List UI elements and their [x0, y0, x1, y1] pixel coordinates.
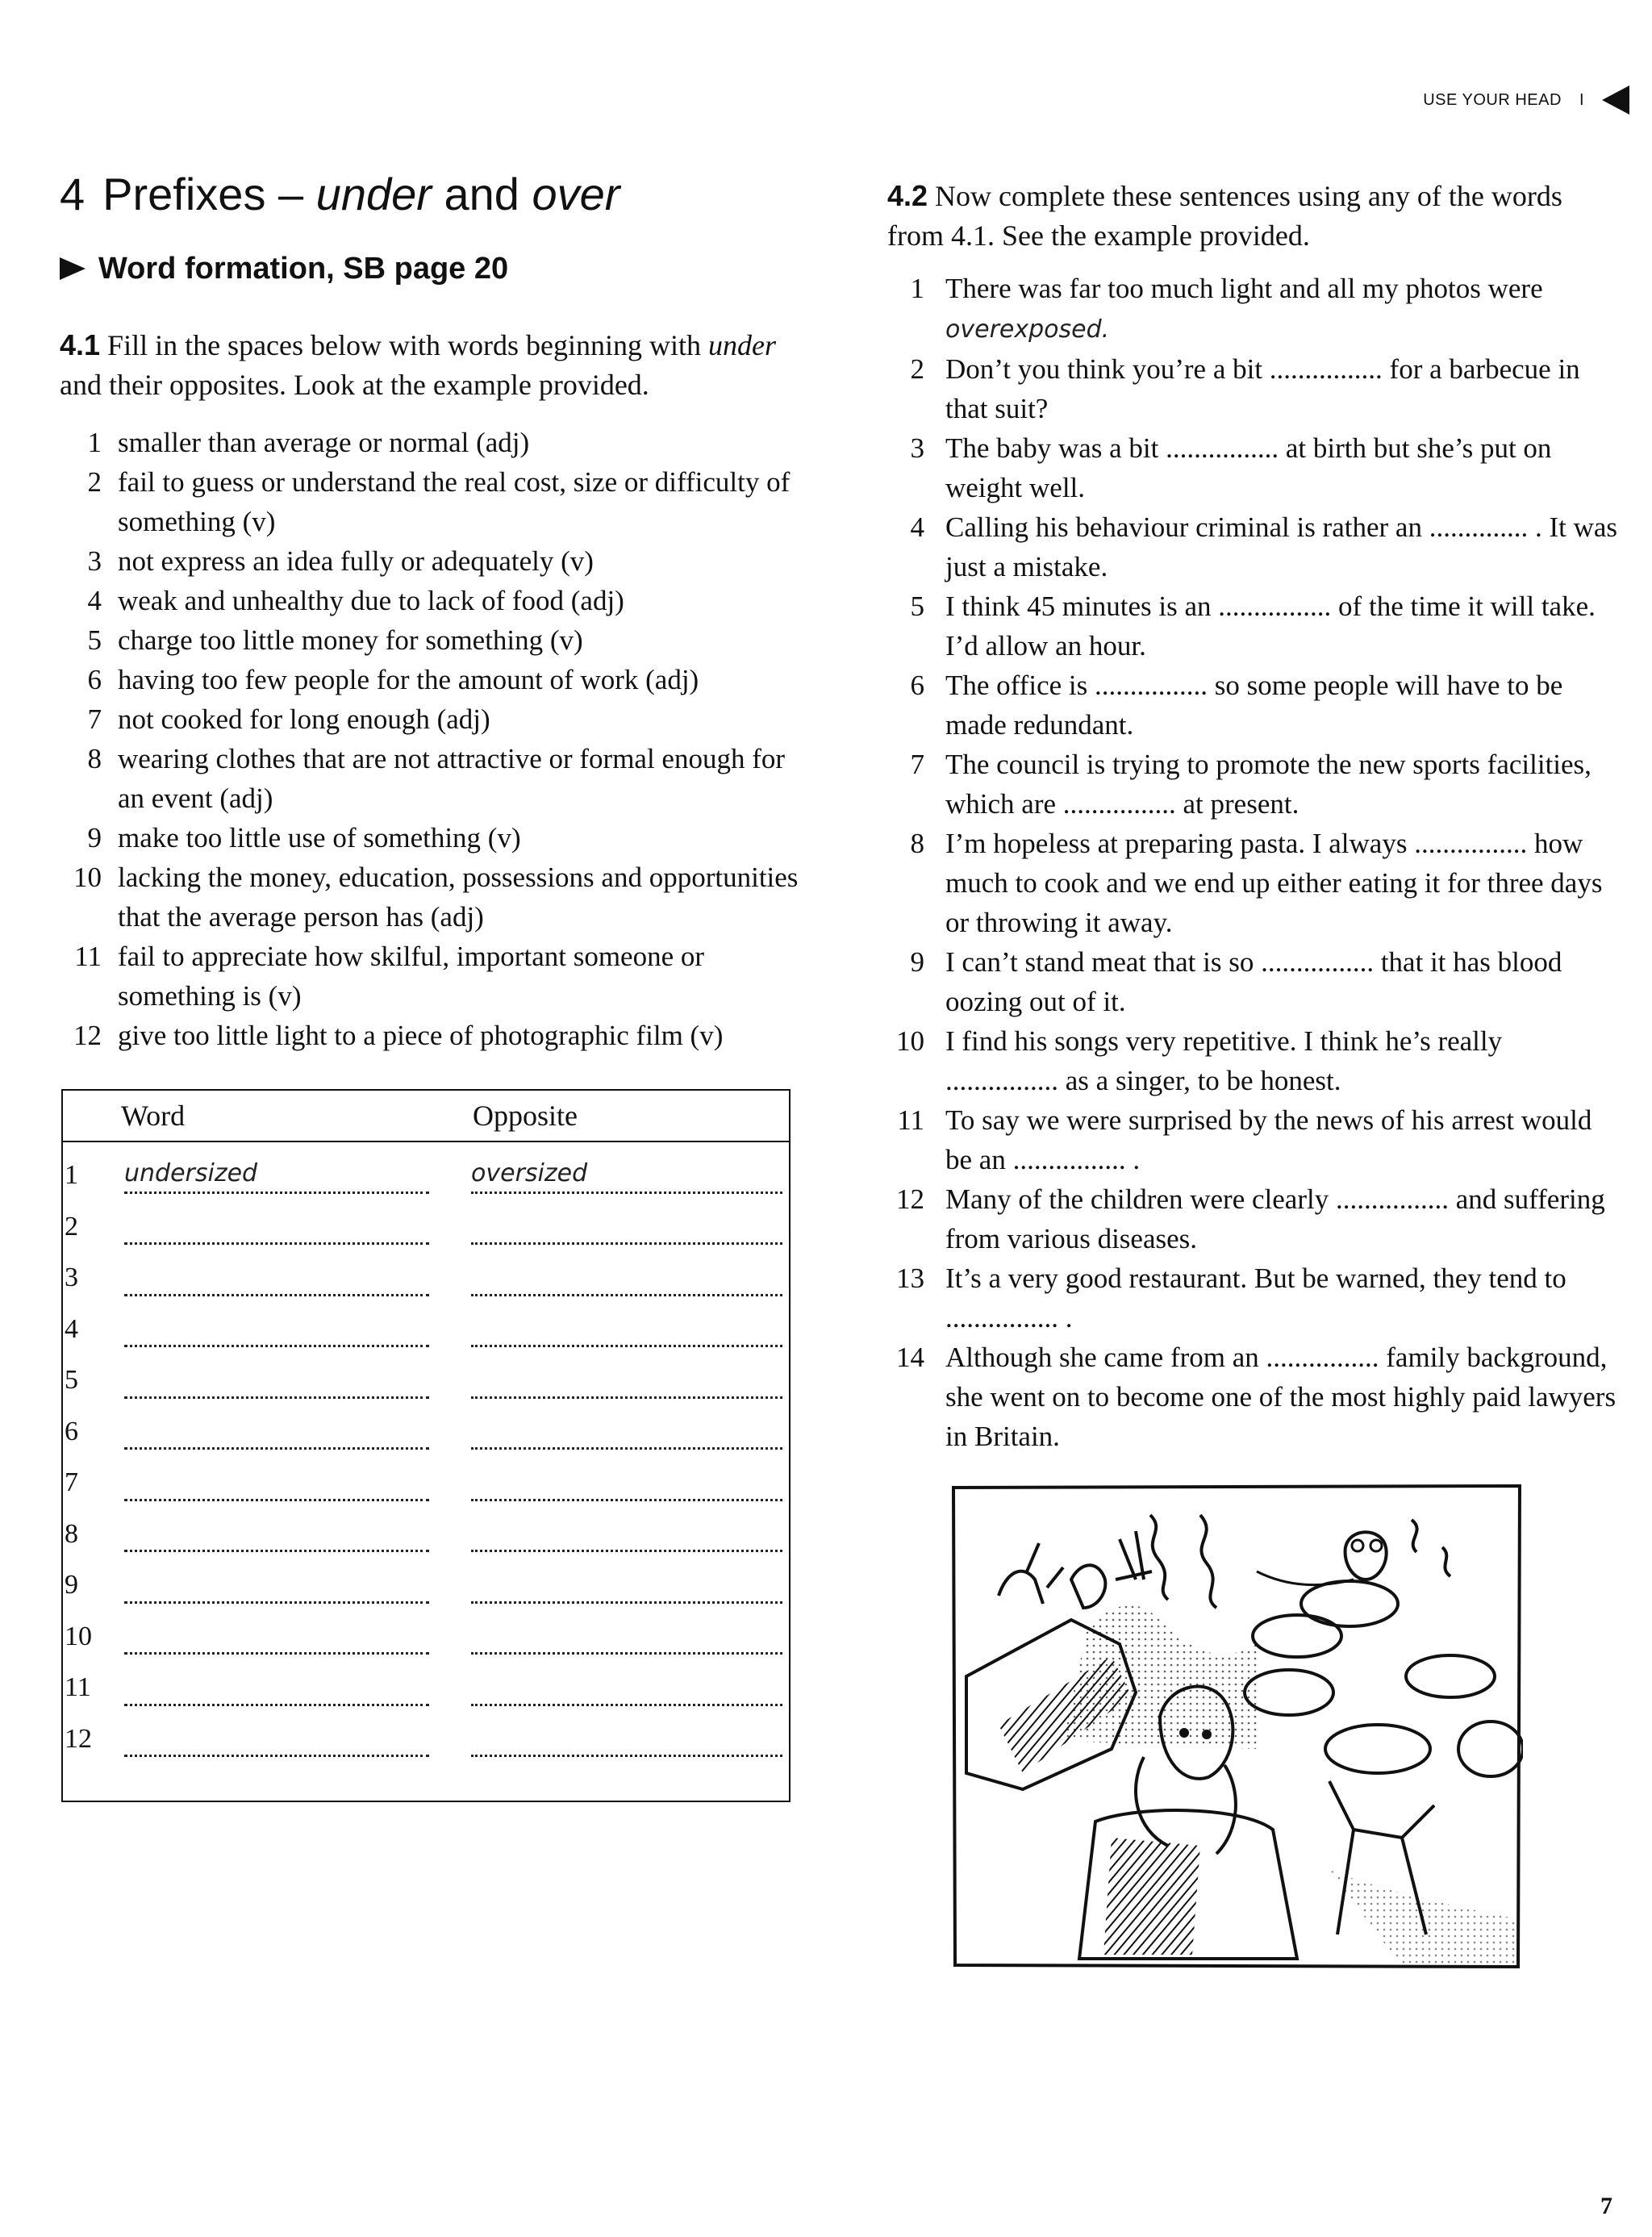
instruction-italic: under: [707, 328, 776, 361]
table-row: [63, 1303, 789, 1354]
opposite-answer-field[interactable]: [471, 1722, 782, 1757]
list-item: [60, 620, 802, 660]
word-answer-field[interactable]: [124, 1517, 429, 1552]
item-text: Calling his behaviour criminal is rather an .............. . It was just a mistake.: [945, 511, 1618, 582]
table-row: [63, 1405, 789, 1457]
word-answer-field[interactable]: [124, 1415, 429, 1450]
item-text: To say we were surprised by the news of his arrest would be an ................ .: [945, 1104, 1592, 1175]
list-item: [887, 428, 1621, 507]
item-number: 10: [73, 861, 102, 893]
list-item: [60, 660, 802, 699]
item-text: The council is trying to promote the new sports facilities, which are ................ at present.: [945, 749, 1592, 820]
row-number: 7: [65, 1467, 78, 1497]
item-text: I’m hopeless at preparing pasta. I always ................ how much to cook and we end up either eating it for three days or throwing it away.: [945, 828, 1603, 938]
list-item: [887, 1338, 1621, 1456]
item-text: not cooked for long enough (adj): [118, 703, 490, 735]
list-item: [60, 1016, 802, 1055]
instruction-text: Now complete these sentences using any of the words from 4.1. See the example provided.: [887, 180, 1562, 252]
unit-title: [60, 169, 802, 219]
word-answer-field[interactable]: undersized: [124, 1159, 429, 1194]
table-row: [63, 1200, 789, 1252]
list-item: [60, 739, 802, 818]
instruction-text-2: and their opposites. Look at the example provided.: [60, 368, 649, 401]
word-answer-field[interactable]: [124, 1569, 429, 1604]
opposite-answer-field[interactable]: [471, 1517, 782, 1552]
item-text: Although she came from an ................ family background, she went on to become one of the most highly paid lawyers in Britain.: [945, 1342, 1617, 1452]
restaurant-cartoon-illustration: [950, 1483, 1523, 1970]
item-number: 9: [87, 821, 102, 853]
opposite-answer-field[interactable]: [471, 1210, 782, 1245]
row-number: 10: [65, 1621, 92, 1651]
right-column: [887, 176, 1621, 1456]
item-text: not express an idea fully or adequately (v): [118, 545, 594, 577]
item-number: 9: [910, 946, 924, 978]
item-text: Don’t you think you’re a bit ................ for a barbecue in that suit?: [945, 353, 1580, 424]
list-item: [887, 1100, 1621, 1179]
list-item: [60, 423, 802, 462]
item-number: 6: [87, 663, 102, 695]
row-number: 3: [65, 1262, 78, 1292]
list-item: [60, 937, 802, 1016]
item-text: There was far too much light and all my photos were: [945, 273, 1543, 304]
left-column: [60, 169, 802, 1055]
item-text: I can’t stand meat that is so ................ that it has blood oozing out of it.: [945, 946, 1562, 1017]
list-item: [887, 586, 1621, 666]
item-number: 6: [910, 670, 924, 701]
unit-title-plain: Prefixes –: [102, 169, 304, 219]
list-item: [60, 858, 802, 937]
opposite-answer-field[interactable]: [471, 1620, 782, 1655]
item-number: 2: [910, 353, 924, 385]
exercise-4-1-instruction: [60, 325, 802, 405]
item-number: 14: [896, 1342, 924, 1373]
word-answer-field[interactable]: [124, 1671, 429, 1706]
list-item: [887, 1021, 1621, 1100]
item-number: 13: [896, 1262, 924, 1294]
list-item: [887, 507, 1621, 586]
item-number: 2: [87, 465, 102, 498]
list-item: [60, 699, 802, 739]
row-number: 6: [65, 1416, 78, 1446]
word-answer-field[interactable]: [124, 1364, 429, 1399]
word-answer-field[interactable]: [124, 1620, 429, 1655]
opposite-answer-field[interactable]: [471, 1313, 782, 1347]
word-answer-field[interactable]: [124, 1262, 429, 1296]
table-row: [63, 1713, 789, 1764]
sb-reference-text: Word formation, SB page 20: [98, 251, 509, 286]
table-row: [63, 1456, 789, 1508]
running-head-separator: I: [1579, 90, 1584, 109]
list-item: [887, 1179, 1621, 1258]
unit-title-and: and: [444, 169, 519, 219]
item-text-wrap: [945, 269, 1621, 349]
list-item: [887, 1258, 1621, 1338]
item-text: having too few people for the amount of work (adj): [118, 663, 699, 695]
item-text: I find his songs very repetitive. I think he’s really ................ as a singer, to be honest.: [945, 1025, 1503, 1096]
item-number: 3: [87, 545, 102, 577]
item-text: The office is ................ so some people will have to be made redundant.: [945, 670, 1563, 741]
list-item: [60, 462, 802, 541]
arrow-right-icon: [60, 257, 86, 280]
item-number: 7: [910, 749, 924, 780]
opposite-answer-field[interactable]: [471, 1467, 782, 1501]
opposite-answer-field[interactable]: [471, 1569, 782, 1604]
column-header-word: Word: [121, 1100, 186, 1132]
sentences-list: [887, 269, 1621, 1456]
row-number: 5: [65, 1365, 78, 1395]
table-row: [63, 1508, 789, 1559]
table-row: [63, 1661, 789, 1713]
example-answer: overexposed.: [945, 315, 1110, 344]
opposite-answer-field[interactable]: [471, 1364, 782, 1399]
item-text: Many of the children were clearly ................ and suffering from various diseases.: [945, 1183, 1605, 1254]
unit-number: 4: [60, 169, 86, 219]
exercise-4-2-instruction: [887, 176, 1621, 256]
item-number: 5: [910, 591, 924, 622]
item-text: fail to guess or understand the real cost, size or difficulty of something (v): [118, 465, 791, 537]
item-text: The baby was a bit ................ at birth but she’s put on weight well.: [945, 432, 1552, 503]
unit-title-under: under: [315, 169, 432, 219]
list-item: [60, 581, 802, 620]
list-item: [887, 269, 1621, 349]
item-number: 4: [910, 511, 924, 543]
opposite-answer-field[interactable]: [471, 1671, 782, 1706]
item-text: smaller than average or normal (adj): [118, 426, 530, 458]
item-text: make too little use of something (v): [118, 821, 521, 853]
row-number: 1: [65, 1160, 78, 1190]
item-text: lacking the money, education, possessions and opportunities that the average person has (adj): [118, 861, 799, 933]
item-number: 12: [73, 1019, 102, 1051]
item-number: 10: [896, 1025, 924, 1057]
answer-table: [61, 1089, 791, 1802]
list-item: [887, 745, 1621, 824]
item-number: 1: [87, 426, 102, 458]
running-head: [1291, 86, 1629, 115]
item-number: 8: [87, 742, 102, 774]
row-number: 4: [65, 1313, 78, 1344]
item-text: give too little light to a piece of photographic film (v): [118, 1019, 724, 1051]
item-number: 11: [897, 1104, 924, 1136]
item-text: I think 45 minutes is an ................ of the time it will take. I’d allow an hour.: [945, 591, 1596, 662]
column-header-opposite: Opposite: [473, 1100, 578, 1132]
list-item: [887, 666, 1621, 745]
unit-title-over: over: [532, 169, 620, 219]
item-number: 12: [896, 1183, 924, 1215]
item-text: wearing clothes that are not attractive or formal enough for an event (adj): [118, 742, 786, 814]
table-row: [63, 1149, 789, 1200]
row-number: 2: [65, 1211, 78, 1242]
table-row: [63, 1251, 789, 1303]
triangle-marker-icon: [1602, 86, 1629, 115]
list-item: [60, 818, 802, 858]
word-answer-field[interactable]: [124, 1722, 429, 1757]
list-item: [887, 349, 1621, 428]
table-row: [63, 1610, 789, 1662]
word-answer-field[interactable]: [124, 1313, 429, 1347]
item-text: It’s a very good restaurant. But be warned, they tend to ................ .: [945, 1262, 1566, 1333]
item-number: 1: [910, 273, 924, 304]
item-number: 8: [910, 828, 924, 859]
item-number: 5: [87, 624, 102, 656]
exercise-number: 4.1: [60, 328, 101, 361]
table-row: [63, 1354, 789, 1405]
table-header: [63, 1091, 789, 1142]
item-text: fail to appreciate how skilful, important someone or something is (v): [118, 940, 705, 1012]
page-number: 7: [1600, 2193, 1612, 2219]
item-number: 7: [87, 703, 102, 735]
row-number: 11: [65, 1672, 91, 1702]
item-number: 4: [87, 584, 102, 616]
list-item: [887, 942, 1621, 1021]
table-row: [63, 1559, 789, 1610]
item-text: weak and unhealthy due to lack of food (adj): [118, 584, 624, 616]
student-book-reference: [60, 252, 802, 286]
item-number: 11: [74, 940, 102, 972]
opposite-answer-field[interactable]: [471, 1415, 782, 1450]
opposite-answer-field[interactable]: [471, 1262, 782, 1296]
item-number: 3: [910, 432, 924, 464]
row-number: 12: [65, 1723, 92, 1754]
word-answer-field[interactable]: [124, 1210, 429, 1245]
running-head-title: USE YOUR HEAD: [1423, 90, 1562, 109]
list-item: [887, 824, 1621, 942]
item-text: charge too little money for something (v): [118, 624, 583, 656]
exercise-number: 4.2: [887, 179, 928, 212]
list-item: [60, 541, 802, 581]
instruction-text-1: Fill in the spaces below with words beginning with: [107, 328, 701, 361]
opposite-answer-field[interactable]: oversized: [471, 1159, 782, 1194]
word-answer-field[interactable]: [124, 1467, 429, 1501]
definitions-list: [60, 423, 802, 1055]
row-number: 8: [65, 1518, 78, 1549]
row-number: 9: [65, 1570, 78, 1600]
